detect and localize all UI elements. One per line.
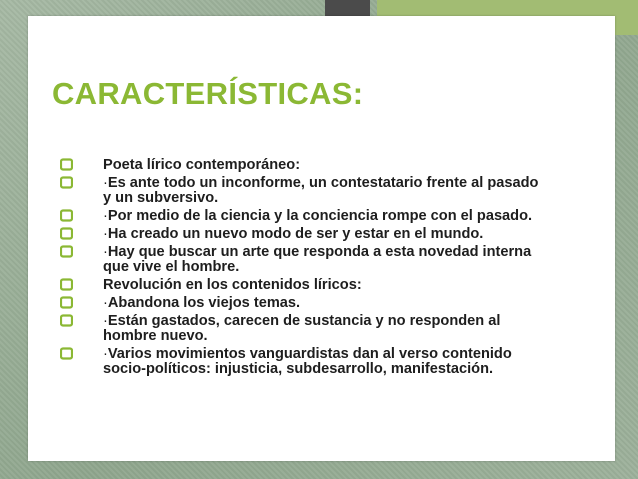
- bullet-text: Hay que buscar un arte que responda a esta novedad interna que vive el hombre.: [103, 244, 532, 275]
- bullet-item: [60, 158, 540, 173]
- bullet-text: Están gastados, carecen de sustancia y no responden al hombre nuevo.: [103, 313, 501, 345]
- bullet-item: [60, 209, 540, 224]
- bullet-icon: [60, 158, 73, 171]
- bullet-item: [60, 296, 540, 311]
- bullet-item: [60, 227, 540, 242]
- bullet-prefix: ·: [103, 226, 108, 243]
- bullet-icon: [60, 245, 73, 258]
- bullet-list: [60, 158, 540, 380]
- bullet-text: Ha creado un nuevo modo de ser y estar en el mundo.: [107, 226, 484, 243]
- bullet-text: Poeta lírico contemporáneo:: [103, 157, 301, 173]
- bullet-item: [60, 245, 540, 275]
- bullet-prefix: ·: [103, 313, 108, 330]
- bullet-text: Varios movimientos vanguardistas dan al verso contenido socio-políticos: injusticia, subdesarrollo, manifestación.: [103, 346, 512, 377]
- bullet-prefix: ·: [103, 244, 108, 261]
- bullet-icon: [60, 314, 73, 327]
- bullet-icon: [60, 176, 73, 189]
- bullet-prefix: ·: [103, 175, 108, 192]
- bullet-text: Es ante todo un inconforme, un contestatario frente al pasado y un subversivo.: [103, 175, 539, 206]
- bullet-prefix: ·: [103, 295, 108, 312]
- bullet-item: [60, 314, 540, 344]
- bullet-text: Revolución en los contenidos líricos:: [103, 277, 362, 294]
- bullet-icon: [60, 209, 73, 222]
- bullet-text: Abandona los viejos temas.: [107, 295, 301, 312]
- bullet-icon: [60, 227, 73, 240]
- bullet-item: [60, 347, 540, 377]
- slide-title: CARACTERÍSTICAS:: [52, 76, 364, 111]
- bullet-prefix: ·: [103, 346, 108, 363]
- bullet-icon: [60, 296, 73, 309]
- bullet-icon: [60, 278, 73, 291]
- bullet-item: [60, 278, 540, 293]
- bullet-text: Por medio de la ciencia y la conciencia rompe con el pasado.: [107, 207, 533, 224]
- bullet-item: [60, 176, 540, 206]
- bullet-prefix: ·: [103, 207, 108, 224]
- bullet-icon: [60, 347, 73, 360]
